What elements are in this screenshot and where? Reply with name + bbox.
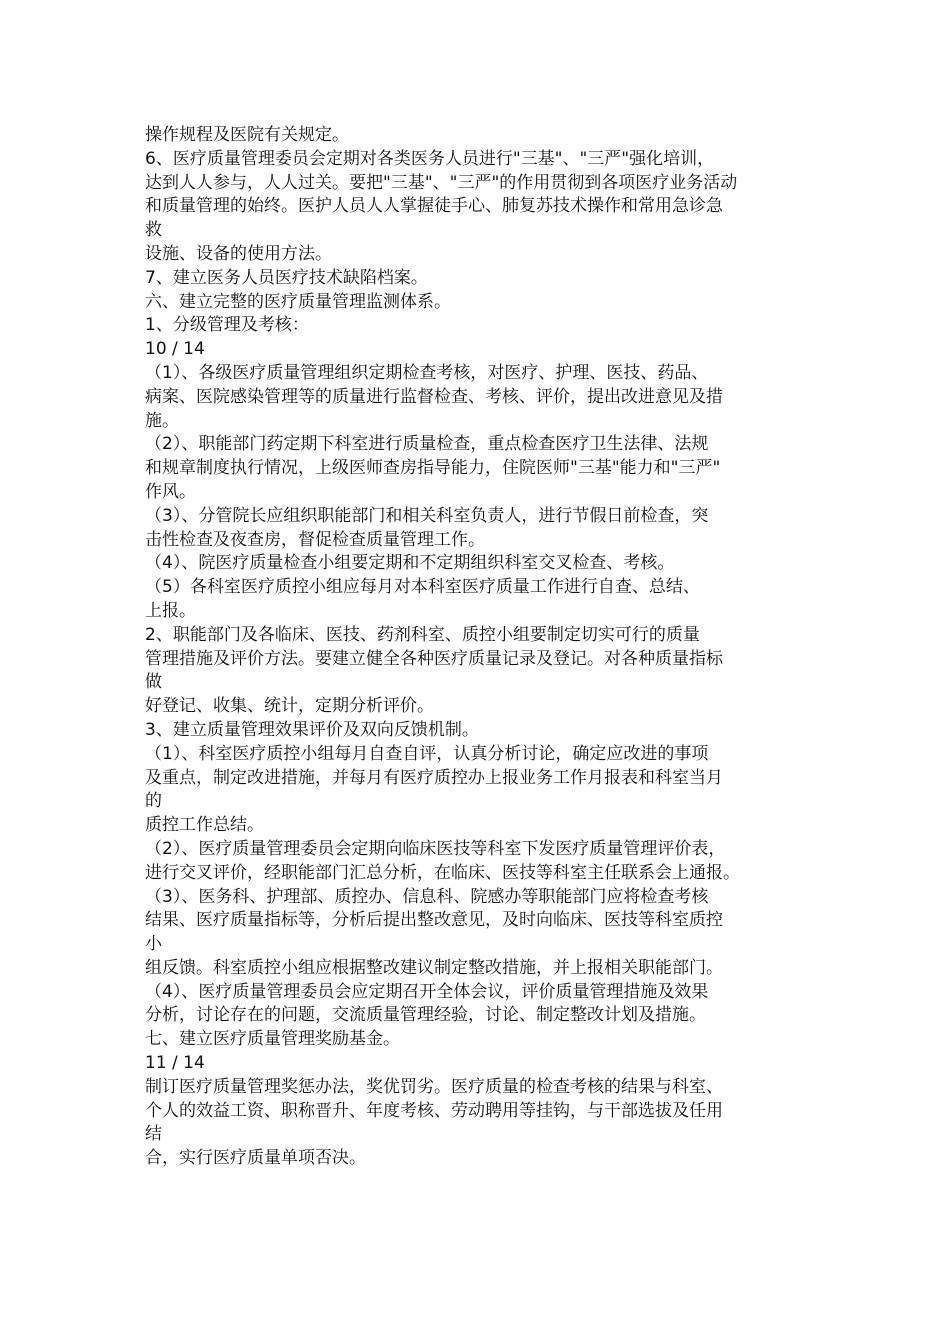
document-body [145, 124, 815, 1171]
text-line: （5）各科室医疗质控小组应每月对本科室医疗质量工作进行自查、总结、 [145, 577, 700, 598]
text-line: 达到人人参与，人人过关。要把"三基"、"三严"的作用贯彻到各项医疗业务活动 [145, 172, 738, 193]
text-line: （3）、医务科、护理部、质控办、信息科、院感办等职能部门应将检查考核 [145, 886, 709, 907]
text-line: 2、职能部门及各临床、医技、药剂科室、质控小组要制定切实可行的质量 [145, 624, 700, 645]
text-line: 六、建立完整的医疗质量管理监测体系。 [145, 291, 451, 312]
text-line: 上报。 [145, 600, 196, 621]
text-line: 及重点，制定改进措施，并每月有医疗质控办上报业务工作月报表和科室当月 [145, 767, 723, 788]
text-line: （3）、分管院长应组织职能部门和相关科室负责人，进行节假日前检查，突 [145, 505, 709, 526]
text-line: （4）、医疗质量管理委员会应定期召开全体会议，评价质量管理措施及效果 [145, 981, 709, 1002]
text-line: 结 [145, 1124, 162, 1145]
text-line: 救 [145, 220, 162, 241]
text-line: 结果、医疗质量指标等，分析后提出整改意见，及时向临床、医技等科室质控 [145, 910, 723, 931]
text-line: 设施、设备的使用方法。 [145, 243, 332, 264]
text-line: （2）、职能部门药定期下科室进行质量检查，重点检查医疗卫生法律、法规 [145, 434, 709, 455]
text-line: 合，实行医疗质量单项否决。 [145, 1148, 366, 1169]
text-line: 病案、医院感染管理等的质量进行监督检查、考核、评价，提出改进意见及措 [145, 386, 723, 407]
text-line: （1）、各级医疗质量管理组织定期检查考核，对医疗、护理、医技、药品、 [145, 362, 709, 383]
text-line: 做 [145, 672, 162, 693]
text-line: 和质量管理的始终。医护人员人人掌握徒手心、肺复苏技术操作和常用急诊急 [145, 196, 723, 217]
text-line: 3、建立质量管理效果评价及双向反馈机制。 [145, 719, 479, 740]
text-line: 个人的效益工资、职称晋升、年度考核、劳动聘用等挂钩，与干部选拔及任用 [145, 1100, 723, 1121]
text-line: 七、建立医疗质量管理奖励基金。 [145, 1029, 400, 1050]
text-line: 的 [145, 791, 162, 812]
text-line: （2）、医疗质量管理委员会定期向临床医技等科室下发医疗质量管理评价表， [145, 838, 726, 859]
text-line: 7、建立医务人员医疗技术缺陷档案。 [145, 267, 428, 288]
text-line: 和规章制度执行情况，上级医师查房指导能力，住院医师"三基"能力和"三严" [145, 458, 721, 479]
text-line: 施。 [145, 410, 179, 431]
text-line: 分析，讨论存在的问题，交流质量管理经验，讨论、制定整改计划及措施。 [145, 1005, 706, 1026]
text-line: 管理措施及评价方法。要建立健全各种医疗质量记录及登记。对各种质量指标 [145, 648, 723, 669]
text-line: 小 [145, 934, 162, 955]
text-line: 11 / 14 [145, 1053, 205, 1074]
text-line: 制订医疗质量管理奖惩办法，奖优罚劣。医疗质量的检查考核的结果与科室、 [145, 1076, 723, 1097]
text-line: 好登记、收集、统计，定期分析评价。 [145, 696, 434, 717]
text-line: 6、医疗质量管理委员会定期对各类医务人员进行"三基"、"三严"强化培训， [145, 148, 715, 169]
text-line: 10 / 14 [145, 339, 205, 360]
text-line: 进行交叉评价，经职能部门汇总分析，在临床、医技等科室主任联系会上通报。 [145, 862, 740, 883]
text-line: 质控工作总结。 [145, 815, 264, 836]
text-line: 组反馈。科室质控小组应根据整改建议制定整改措施，并上报相关职能部门。 [145, 957, 723, 978]
text-line: 击性检查及夜查房，督促检查质量管理工作。 [145, 529, 485, 550]
text-line: （1）、科室医疗质控小组每月自查自评，认真分析讨论，确定应改进的事项 [145, 743, 709, 764]
text-line: 操作规程及医院有关规定。 [145, 125, 349, 145]
text-line: 作风。 [145, 481, 196, 502]
text-line: 1、分级管理及考核： [145, 315, 309, 336]
text-line: （4）、院医疗质量检查小组要定期和不定期组织科室交叉检查、考核。 [145, 553, 675, 574]
